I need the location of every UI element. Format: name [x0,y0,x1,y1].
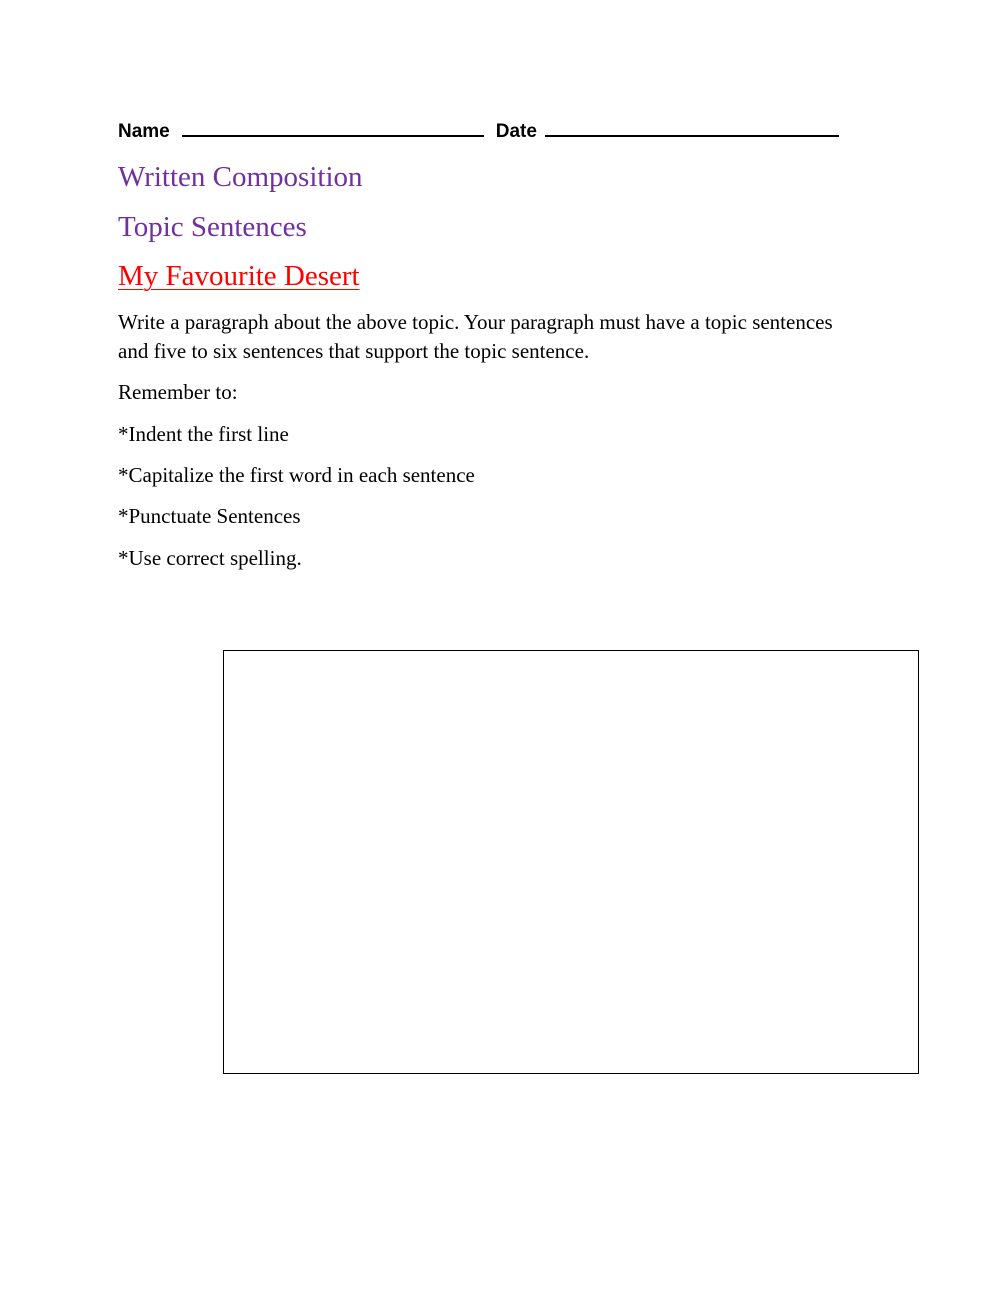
name-blank[interactable] [182,117,484,137]
lesson-heading: Topic Sentences [118,211,307,243]
list-item: *Capitalize the first word in each sentence [118,463,475,487]
topic-heading: My Favourite Desert [118,260,360,292]
remember-label: Remember to: [118,380,238,404]
name-label: Name [118,121,170,142]
date-label: Date [495,121,537,142]
subject-heading: Written Composition [118,161,363,193]
instruction-paragraph: Write a paragraph about the above topic. Your paragraph must have a topic sentences and five to six sentences that support the topic sentence. [118,310,833,363]
date-blank[interactable] [545,117,839,137]
name-date-line [118,117,898,143]
list-item: *Punctuate Sentences [118,504,301,528]
list-item: *Use correct spelling. [118,546,302,570]
list-item: *Indent the first line [118,422,289,446]
answer-box[interactable] [223,650,919,1074]
